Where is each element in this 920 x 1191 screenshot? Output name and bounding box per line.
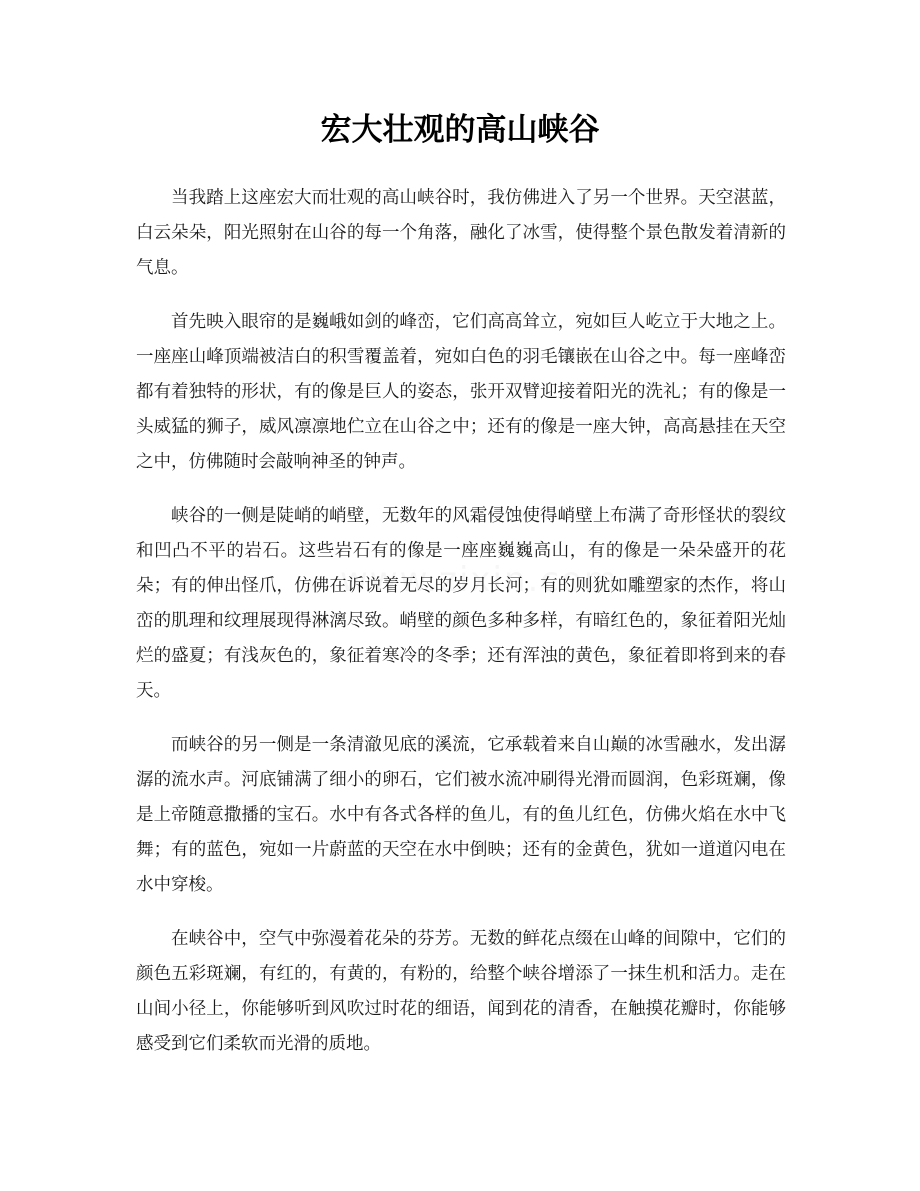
document-title: 宏大壮观的高山峡谷 xyxy=(320,112,600,148)
paragraph-2: 首先映入眼帘的是巍峨如剑的峰峦，它们高高耸立，宛如巨人屹立于大地之上。一座座山峰顶端被洁白的积雪覆盖着，宛如白色的羽毛镶嵌在山谷之中。每一座峰峦都有着独特的形状，有的像是巨人的姿态，张开双臂迎接着阳光的洗礼；有的像是一头威猛的狮子，威风凛凛地伫立在山谷之中；还有的像是一座大钟，高高悬挂在天空之中，仿佛随时会敲响神圣的钟声。 xyxy=(136,312,786,472)
paragraph-5: 在峡谷中，空气中弥漫着花朵的芬芳。无数的鲜花点缀在山峰的间隙中，它们的颜色五彩斑斓，有红的，有黄的，有粉的，给整个峡谷增添了一抹生机和活力。走在山间小径上，你能够听到风吹过时花的细语，闻到花的清香，在触摸花瓣时，你能够感受到它们柔软而光滑的质地。 xyxy=(136,929,786,1054)
paragraph-3: 峡谷的一侧是陡峭的峭壁，无数年的风霜侵蚀使得峭壁上布满了奇形怪状的裂纹和凹凸不平的岩石。这些岩石有的像是一座座巍巍高山，有的像是一朵朵盛开的花朵；有的伸出怪爪，仿佛在诉说着无尽的岁月长河；有的则犹如雕塑家的杰作，将山峦的肌理和纹理展现得淋漓尽致。峭壁的颜色多种多样，有暗红色的，象征着阳光灿烂的盛夏；有浅灰色的，象征着寒冷的冬季；还有浑浊的黄色，象征着即将到来的春天。 xyxy=(136,506,786,701)
paragraph-4: 而峡谷的另一侧是一条清澈见底的溪流，它承载着来自山巅的冰雪融水，发出潺潺的流水声。河底铺满了细小的卵石，它们被水流冲刷得光滑而圆润，色彩斑斓，像是上帝随意撒播的宝石。水中有各式各样的鱼儿，有的鱼儿红色，仿佛火焰在水中飞舞；有的蓝色，宛如一片蔚蓝的天空在水中倒映；还有的金黄色，犹如一道道闪电在水中穿梭。 xyxy=(136,735,786,895)
paragraph-1: 当我踏上这座宏大而壮观的高山峡谷时，我仿佛进入了另一个世界。天空湛蓝，白云朵朵，阳光照射在山谷的每一个角落，融化了冰雪，使得整个景色散发着清新的气息。 xyxy=(136,188,786,278)
document-body xyxy=(136,181,786,1081)
